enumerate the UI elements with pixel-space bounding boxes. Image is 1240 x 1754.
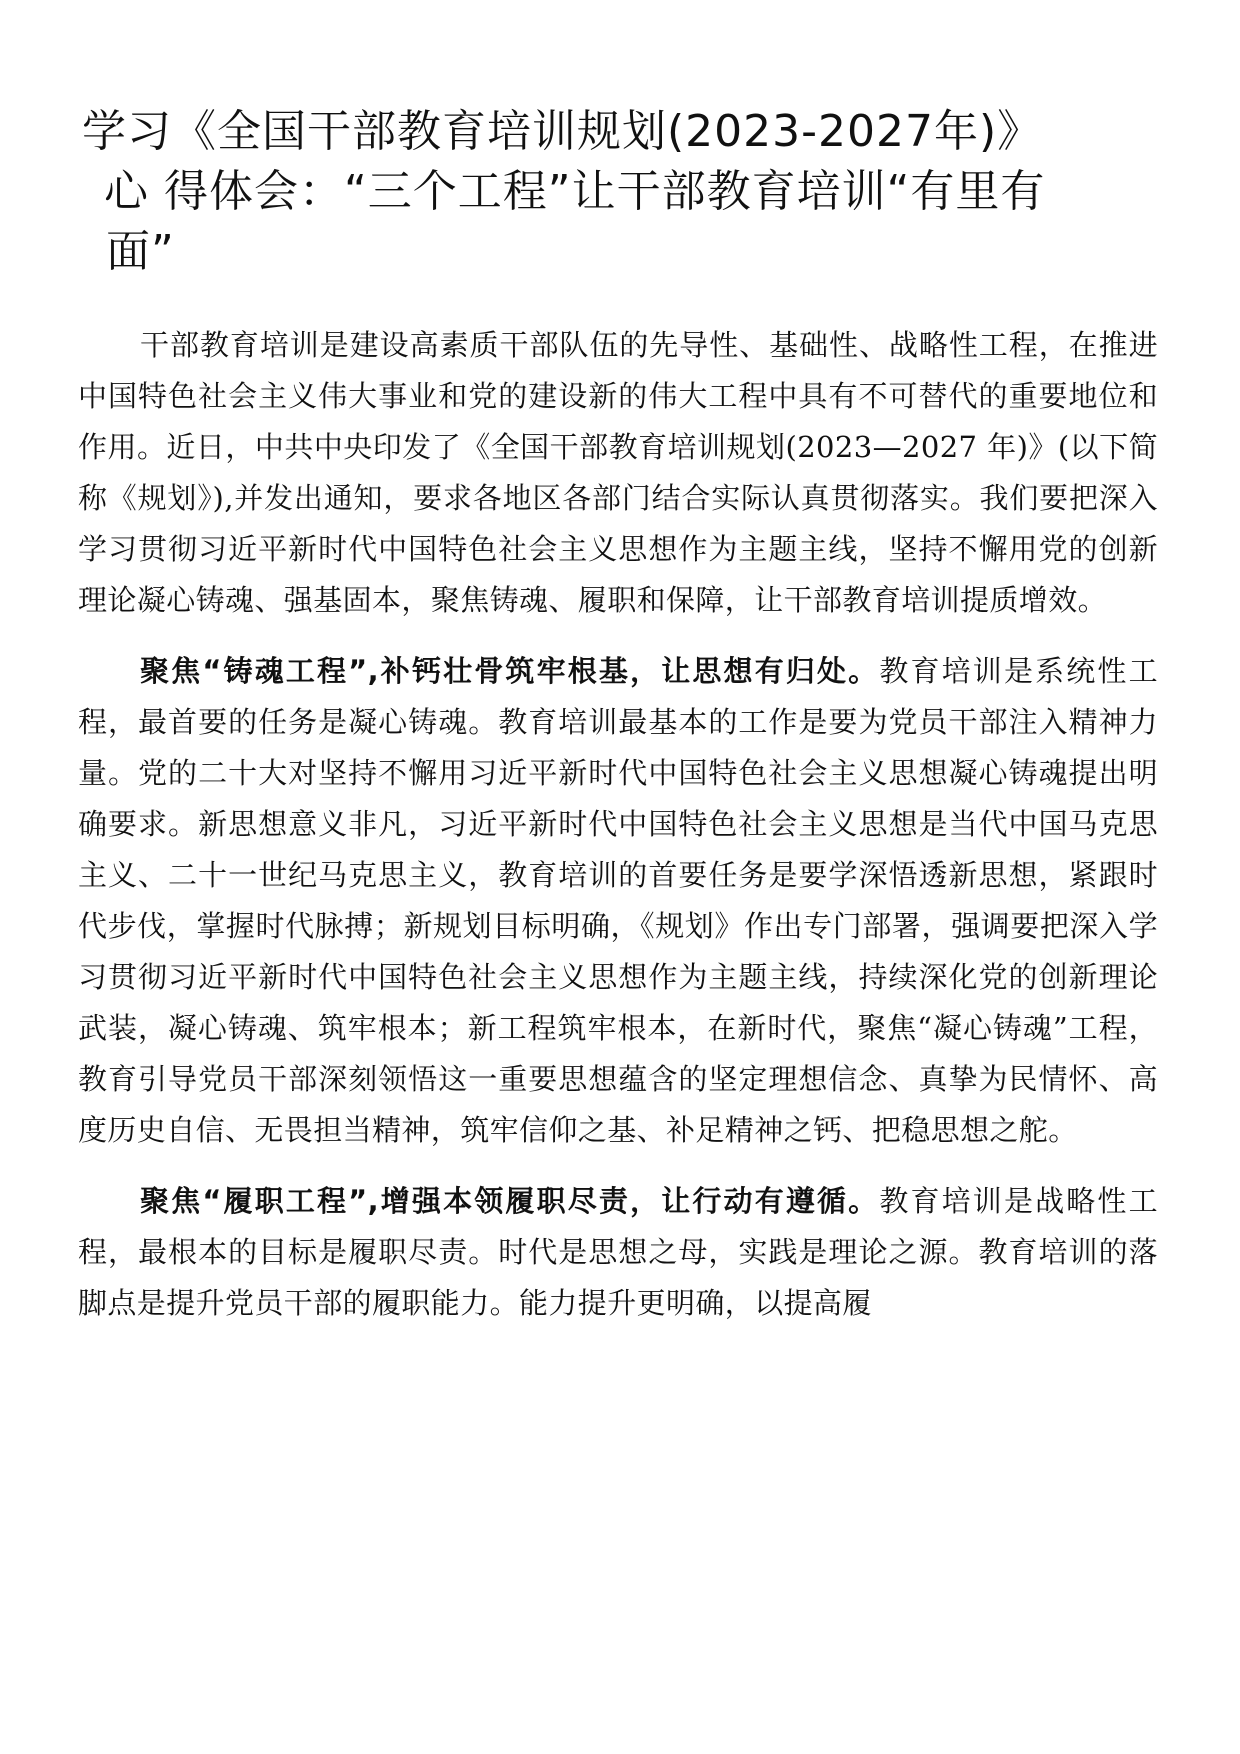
title-line-3: 面” [106, 226, 175, 277]
paragraph-intro [78, 320, 1158, 626]
paragraph-duty-project [78, 1176, 1158, 1329]
paragraph-lead-heading: 聚焦“履职工程”,增强本领履职尽责，让行动有遵循。 [140, 1184, 880, 1218]
paragraph-text: 教育培训是系统性工程，最首要的任务是凝心铸魂。教育培训最基本的工作是要为党员干部注入精神力量。党的二十大对坚持不懈用习近平新时代中国特色社会主义思想凝心铸魂提出明确要求。新思想意义非凡，习近平新时代中国特色社会主义思想是当代中国马克思主义、二十一世纪马克思主义，教育培训的首要任务是要学深悟透新思想，紧跟时代步伐，掌握时代脉搏；新规划目标明确，《规划》作出专门部署，强调要把深入学习贯彻习近平新时代中国特色社会主义思想作为主题主线，持续深化党的创新理论武装，凝心铸魂、筑牢根本；新工程筑牢根本，在新时代，聚焦“凝心铸魂”工程，教育引导党员干部深刻领悟这一重要思想蕴含的坚定理想信念、真挚为民情怀、高度历史自信、无畏担当精神，筑牢信仰之基、补足精神之钙、把稳思想之舵。 [78, 654, 1158, 1147]
title-line-2: 心 得体会：“三个工程”让干部教育培训“有里有 [104, 166, 1046, 217]
document-body [78, 320, 1158, 1349]
paragraph-text: 干部教育培训是建设高素质干部队伍的先导性、基础性、战略性工程，在推进中国特色社会主义伟大事业和党的建设新的伟大工程中具有不可替代的重要地位和作用。近日，中共中央印发了《全国干部教育培训规划(2023—2027 年)》(以下简称《规划》),并发出通知，要求各地区各部门结合实际认真贯彻落实。我们要把深入学习贯彻习近平新时代中国特色社会主义思想作为主题主线，坚持不懈用党的创新理论凝心铸魂、强基固本，聚焦铸魂、履职和保障，让干部教育培训提质增效。 [78, 328, 1158, 617]
document-title [82, 102, 1162, 282]
paragraph-soul-project [78, 646, 1158, 1156]
paragraph-text: 教育培训是战略性工程，最根本的目标是履职尽责。时代是思想之母，实践是理论之源。教育培训的落脚点是提升党员干部的履职能力。能力提升更明确，以提高履 [78, 1184, 1158, 1320]
title-line-1: 学习《全国干部教育培训规划(2023-2027年)》 [82, 106, 1043, 157]
paragraph-lead-heading: 聚焦“铸魂工程”,补钙壮骨筑牢根基，让思想有归处。 [140, 654, 880, 688]
